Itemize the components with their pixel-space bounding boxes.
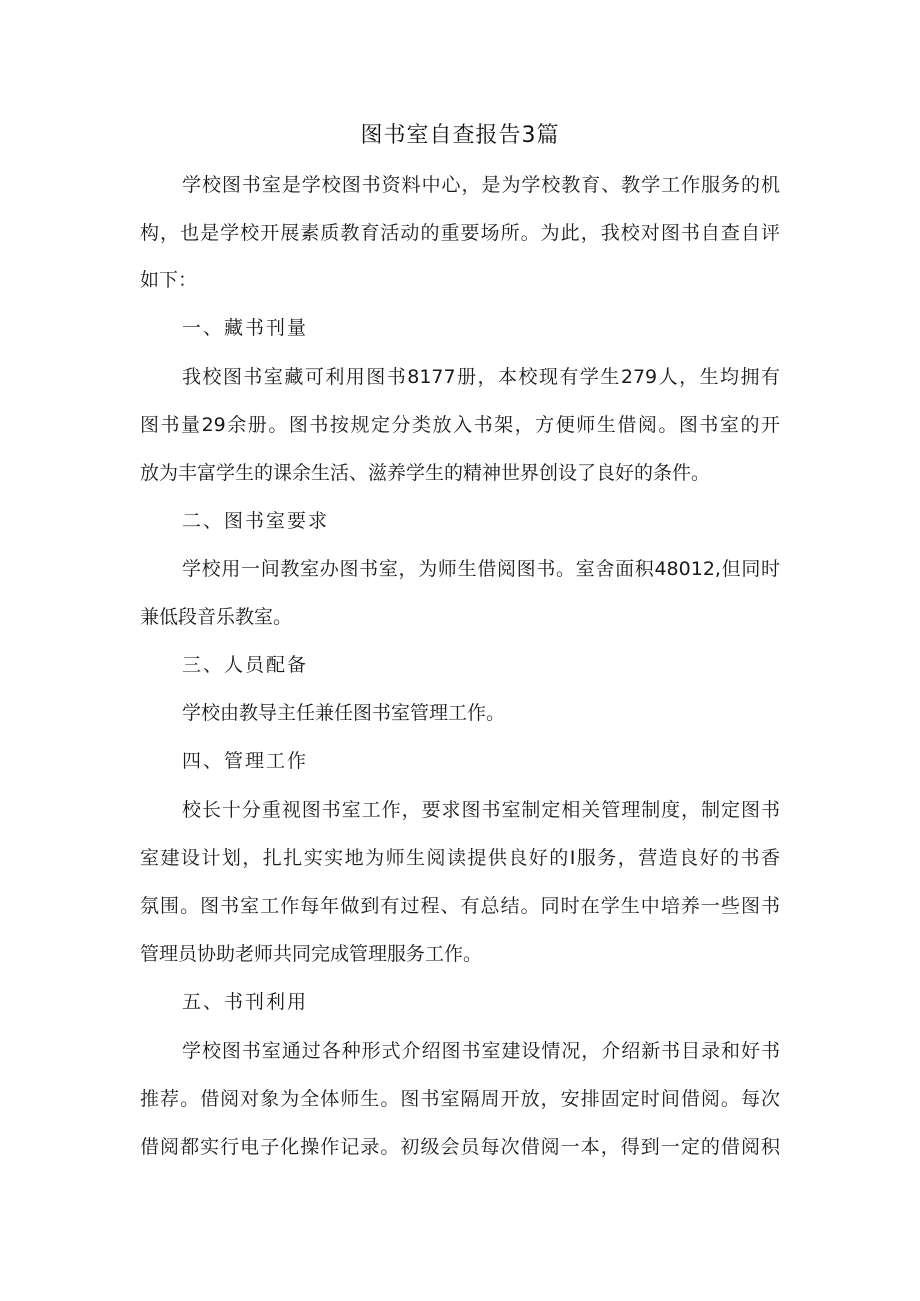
section4-line-4: 管理员协助老师共同完成管理服务工作。 [140,943,483,965]
section5-line-3: 借阅都实行电子化操作记录。初级会员每次借阅一本，得到一定的借阅积 [140,1136,780,1158]
section2-line-1: 学校用一间教室办图书室，为师生借阅图书。室舍面积48012,但同时 [182,558,780,580]
section-heading-3: 三、人员配备 [182,654,309,676]
section-heading-1: 一、藏书刊量 [182,317,309,339]
section4-line-3: 氛围。图书室工作每年做到有过程、有总结。同时在学生中培养一些图书 [140,895,780,917]
document-title: 图书室自查报告3篇 [360,123,560,148]
section5-line-1: 学校图书室通过各种形式介绍图书室建设情况，介绍新书目录和好书 [182,1040,780,1062]
section5-line-2: 推荐。借阅对象为全体师生。图书室隔周开放，安排固定时间借阅。每次 [140,1088,780,1110]
section1-line-1: 我校图书室藏可利用图书8177册，本校现有学生279人，生均拥有 [182,366,780,388]
section2-line-2: 兼低段音乐教室。 [140,606,293,628]
section-heading-4: 四、管理工作 [182,750,309,772]
section-heading-5: 五、书刊利用 [182,991,309,1013]
intro-line-1: 学校图书室是学校图书资料中心，是为学校教育、教学工作服务的机 [182,174,780,196]
section4-line-1: 校长十分重视图书室工作，要求图书室制定相关管理制度，制定图书 [182,799,780,821]
intro-line-2: 构，也是学校开展素质教育活动的重要场所。为此，我校对图书自查自评 [140,222,780,244]
section1-line-3: 放为丰富学生的课余生活、滋养学生的精神世界创设了良好的条件。 [140,462,711,484]
intro-line-3: 如下： [140,269,198,291]
section1-line-2: 图书量29余册。图书按规定分类放入书架，方便师生借阅。图书室的开 [140,414,780,436]
section3-line-1: 学校由教导主任兼任图书室管理工作。 [182,702,506,724]
section-heading-2: 二、图书室要求 [182,510,330,532]
section4-line-2: 室建设计划，扎扎实实地为师生阅读提供良好的I服务，营造良好的书香 [140,847,780,869]
